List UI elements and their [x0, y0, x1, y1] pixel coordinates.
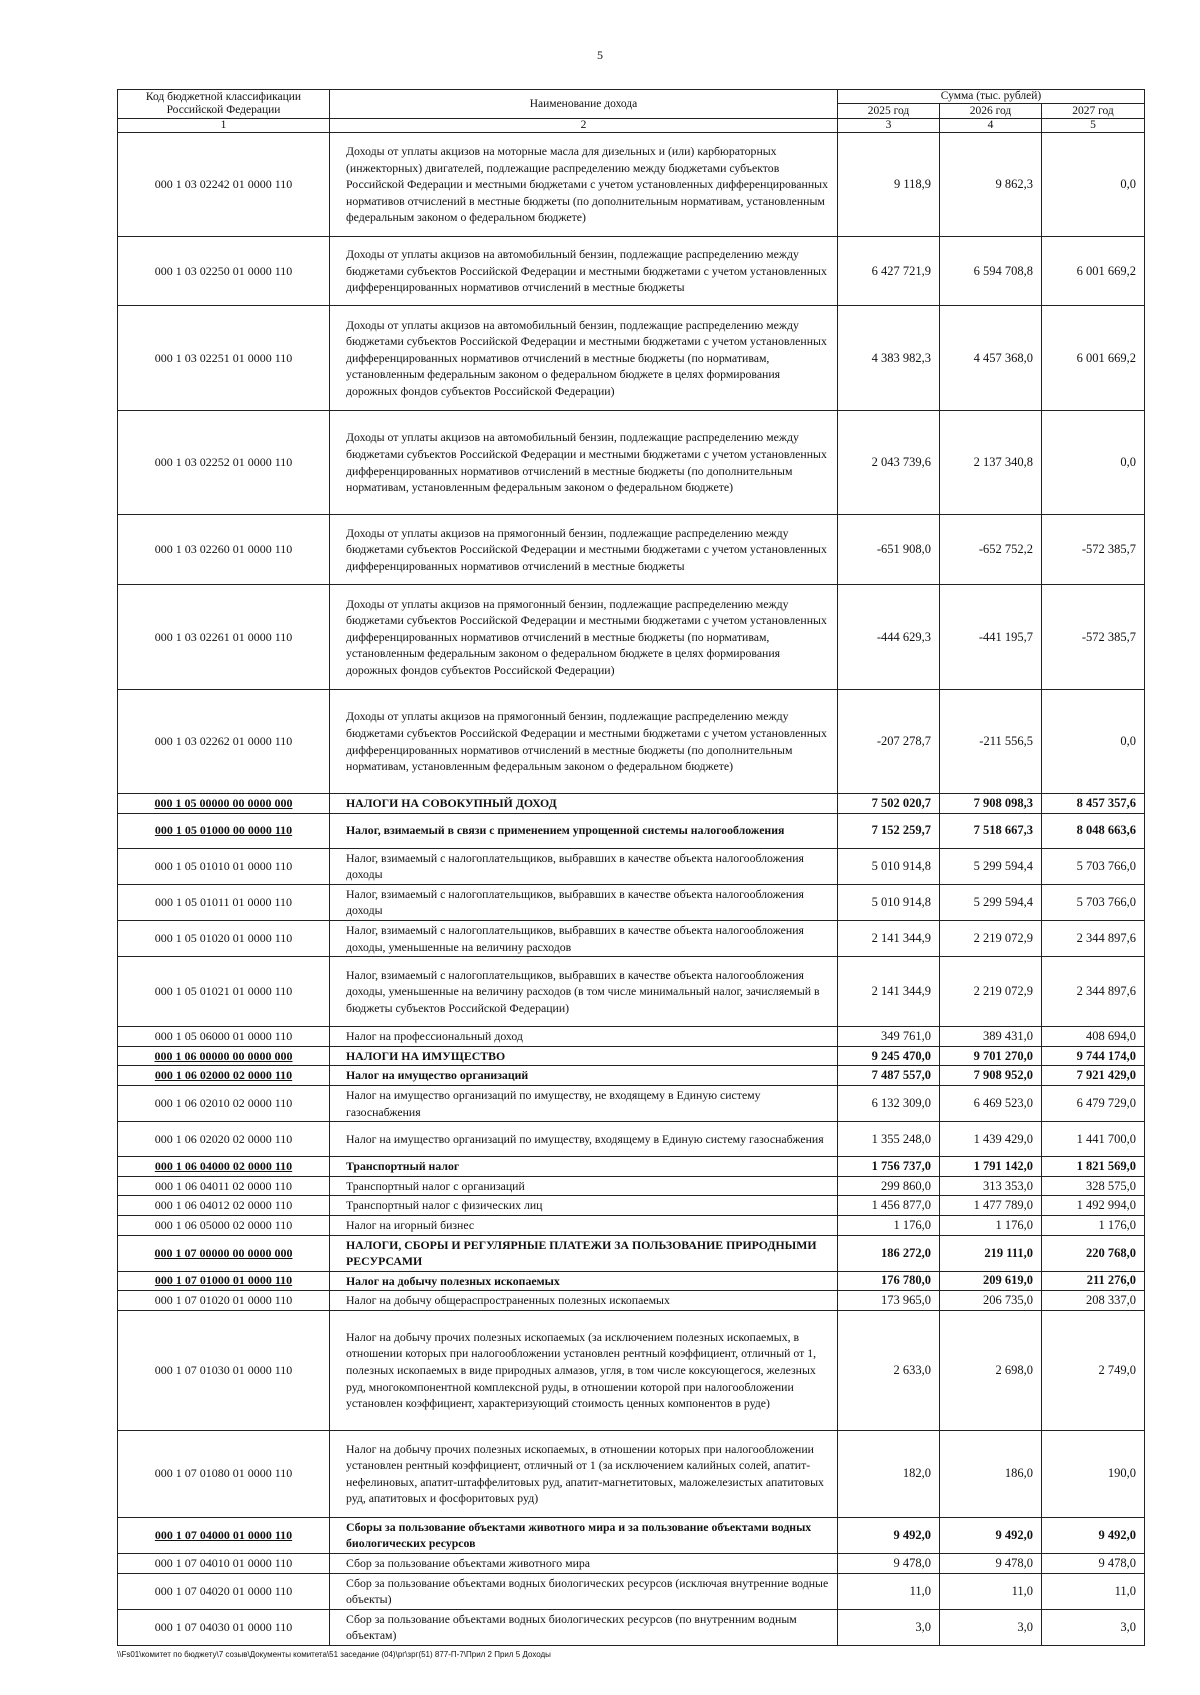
row-value-2025: 9 492,0 [838, 1517, 940, 1553]
file-path-footer: \\Fs01\комитет по бюджету\7 созыв\Документы комитета\51 заседание (04)\рг\зрг(51) 877-П-7\Прил 2 Прил 5 Доходы [117, 1650, 551, 1659]
row-code: 000 1 06 02010 02 0000 110 [118, 1085, 330, 1121]
table-row [118, 1196, 1145, 1216]
row-name: Налог на профессиональный доход [330, 1027, 838, 1047]
row-value-2026: 1 439 429,0 [940, 1122, 1042, 1157]
row-value-2026: 9 492,0 [940, 1517, 1042, 1553]
table-row [118, 411, 1145, 515]
row-name: Налог, взимаемый с налогоплательщиков, выбравших в качестве объекта налогообложения доходы [330, 848, 838, 884]
row-value-2025: 6 132 309,0 [838, 1085, 940, 1121]
row-value-2025: 5 010 914,8 [838, 884, 940, 920]
row-value-2027: 9 492,0 [1042, 1517, 1145, 1553]
table-row [118, 794, 1145, 814]
row-code: 000 1 05 01020 01 0000 110 [118, 920, 330, 956]
row-value-2026: 3,0 [940, 1609, 1042, 1645]
row-value-2025: 1 355 248,0 [838, 1122, 940, 1157]
table-body [118, 133, 1145, 1646]
row-value-2027: 9 478,0 [1042, 1554, 1145, 1574]
row-value-2026: 206 735,0 [940, 1291, 1042, 1311]
row-value-2027: 0,0 [1042, 690, 1145, 794]
row-value-2027: 1 492 994,0 [1042, 1196, 1145, 1216]
row-value-2025: 2 633,0 [838, 1310, 940, 1430]
row-value-2026: 9 701 270,0 [940, 1046, 1042, 1066]
header-year-2026: 2026 год [940, 104, 1042, 119]
row-code: 000 1 06 04000 02 0000 110 [118, 1157, 330, 1177]
col-number-4: 4 [940, 119, 1042, 133]
row-value-2026: 7 908 952,0 [940, 1066, 1042, 1086]
row-value-2026: 2 137 340,8 [940, 411, 1042, 515]
row-code: 000 1 06 05000 02 0000 110 [118, 1215, 330, 1235]
row-value-2027: 1 441 700,0 [1042, 1122, 1145, 1157]
col-number-2: 2 [330, 119, 838, 133]
row-name: Доходы от уплаты акцизов на автомобильный бензин, подлежащие распределению между бюджетами субъектов Российской Федерации и местными бюджетами с учетом установленных дифференцированных нормативов отчислений в местные бюджеты [330, 237, 838, 306]
row-value-2027: 11,0 [1042, 1573, 1145, 1609]
header-year-2025: 2025 год [838, 104, 940, 119]
row-code: 000 1 05 01021 01 0000 110 [118, 957, 330, 1027]
row-value-2025: 9 478,0 [838, 1554, 940, 1574]
row-value-2026: 1 791 142,0 [940, 1157, 1042, 1177]
row-name: Налог, взимаемый с налогоплательщиков, выбравших в качестве объекта налогообложения доходы [330, 884, 838, 920]
row-name: Налог, взимаемый в связи с применением упрощенной системы налогообложения [330, 813, 838, 848]
table-row [118, 1176, 1145, 1196]
row-value-2027: 208 337,0 [1042, 1291, 1145, 1311]
table-row [118, 1609, 1145, 1645]
row-code: 000 1 06 04011 02 0000 110 [118, 1176, 330, 1196]
row-code: 000 1 06 02000 02 0000 110 [118, 1066, 330, 1086]
row-value-2027: -572 385,7 [1042, 515, 1145, 585]
table-row [118, 1157, 1145, 1177]
row-code: 000 1 06 02020 02 0000 110 [118, 1122, 330, 1157]
row-name: Налог, взимаемый с налогоплательщиков, выбравших в качестве объекта налогообложения доходы, уменьшенные на величину расходов (в том числе минимальный налог, зачисляемый в бюджеты субъектов Российской Федерации) [330, 957, 838, 1027]
table-row [118, 585, 1145, 690]
row-value-2025: 2 141 344,9 [838, 957, 940, 1027]
row-value-2026: 4 457 368,0 [940, 306, 1042, 411]
row-value-2027: 3,0 [1042, 1609, 1145, 1645]
table-row [118, 237, 1145, 306]
row-code: 000 1 06 04012 02 0000 110 [118, 1196, 330, 1216]
row-value-2027: 328 575,0 [1042, 1176, 1145, 1196]
row-code: 000 1 07 01020 01 0000 110 [118, 1291, 330, 1311]
row-value-2027: 211 276,0 [1042, 1271, 1145, 1291]
table-row [118, 690, 1145, 794]
table-row [118, 1046, 1145, 1066]
row-name: Сборы за пользование объектами животного мира и за пользование объектами водных биологических ресурсов [330, 1517, 838, 1553]
row-value-2025: 182,0 [838, 1430, 940, 1517]
table-row [118, 306, 1145, 411]
row-value-2025: 349 761,0 [838, 1027, 940, 1047]
row-value-2026: 5 299 594,4 [940, 848, 1042, 884]
row-code: 000 1 05 01000 00 0000 110 [118, 813, 330, 848]
row-value-2025: 1 756 737,0 [838, 1157, 940, 1177]
row-value-2027: 9 744 174,0 [1042, 1046, 1145, 1066]
row-code: 000 1 07 01000 01 0000 110 [118, 1271, 330, 1291]
row-value-2026: 9 862,3 [940, 133, 1042, 237]
row-value-2026: 186,0 [940, 1430, 1042, 1517]
table-row [118, 1027, 1145, 1047]
row-value-2026: 9 478,0 [940, 1554, 1042, 1574]
row-name: Транспортный налог [330, 1157, 838, 1177]
table-row [118, 957, 1145, 1027]
row-name: Сбор за пользование объектами водных биологических ресурсов (исключая внутренние водные объекты) [330, 1573, 838, 1609]
row-value-2025: 186 272,0 [838, 1235, 940, 1271]
row-code: 000 1 07 01030 01 0000 110 [118, 1310, 330, 1430]
row-code: 000 1 03 02242 01 0000 110 [118, 133, 330, 237]
col-number-3: 3 [838, 119, 940, 133]
row-value-2026: 7 518 667,3 [940, 813, 1042, 848]
row-value-2027: -572 385,7 [1042, 585, 1145, 690]
table-row [118, 813, 1145, 848]
header-code: Код бюджетной классификации Российской Федерации [118, 90, 330, 119]
row-value-2025: 3,0 [838, 1609, 940, 1645]
row-value-2027: 1 176,0 [1042, 1215, 1145, 1235]
row-code: 000 1 05 00000 00 0000 000 [118, 794, 330, 814]
row-value-2027: 2 344 897,6 [1042, 957, 1145, 1027]
row-value-2027: 0,0 [1042, 411, 1145, 515]
row-value-2025: 9 118,9 [838, 133, 940, 237]
row-value-2025: -207 278,7 [838, 690, 940, 794]
table-row [118, 1085, 1145, 1121]
row-name: НАЛОГИ, СБОРЫ И РЕГУЛЯРНЫЕ ПЛАТЕЖИ ЗА ПОЛЬЗОВАНИЕ ПРИРОДНЫМИ РЕСУРСАМИ [330, 1235, 838, 1271]
row-code: 000 1 03 02250 01 0000 110 [118, 237, 330, 306]
row-value-2026: 219 111,0 [940, 1235, 1042, 1271]
revenue-table [117, 89, 1145, 1646]
row-value-2025: 2 141 344,9 [838, 920, 940, 956]
table-row [118, 1122, 1145, 1157]
row-value-2026: -211 556,5 [940, 690, 1042, 794]
row-name: Налог на имущество организаций по имуществу, входящему в Единую систему газоснабжения [330, 1122, 838, 1157]
row-value-2025: 5 010 914,8 [838, 848, 940, 884]
row-value-2027: 5 703 766,0 [1042, 884, 1145, 920]
row-name: Доходы от уплаты акцизов на прямогонный бензин, подлежащие распределению между бюджетами субъектов Российской Федерации и местными бюджетами с учетом установленных дифференцированных нормативов отчислений в местные бюджеты (по нормативам, установленным федеральным законом о федеральном бюджете в целях формирования дорожных фондов субъектов Российской Федерации) [330, 585, 838, 690]
table-row [118, 1066, 1145, 1086]
table-row [118, 884, 1145, 920]
table-row [118, 1554, 1145, 1574]
row-name: Налог на добычу общераспространенных полезных ископаемых [330, 1291, 838, 1311]
row-value-2027: 2 344 897,6 [1042, 920, 1145, 956]
row-value-2026: 389 431,0 [940, 1027, 1042, 1047]
page-number: 5 [597, 48, 603, 62]
row-name: Доходы от уплаты акцизов на прямогонный бензин, подлежащие распределению между бюджетами субъектов Российской Федерации и местными бюджетами с учетом установленных дифференцированных нормативов отчислений в местные бюджеты [330, 515, 838, 585]
table-row [118, 1517, 1145, 1553]
row-value-2026: 6 594 708,8 [940, 237, 1042, 306]
row-value-2025: 6 427 721,9 [838, 237, 940, 306]
row-value-2026: 209 619,0 [940, 1271, 1042, 1291]
header-name: Наименование дохода [330, 90, 838, 119]
row-value-2025: 173 965,0 [838, 1291, 940, 1311]
row-value-2027: 5 703 766,0 [1042, 848, 1145, 884]
row-value-2026: 2 219 072,9 [940, 957, 1042, 1027]
row-value-2027: 408 694,0 [1042, 1027, 1145, 1047]
row-code: 000 1 03 02252 01 0000 110 [118, 411, 330, 515]
row-code: 000 1 07 04030 01 0000 110 [118, 1609, 330, 1645]
row-name: Доходы от уплаты акцизов на моторные масла для дизельных и (или) карбюраторных (инжекторных) двигателей, подлежащие распределению между бюджетами субъектов Российской Федерации и местными бюджетами с учетом установленных дифференцированных нормативов отчислений в местные бюджеты (по дополнительным нормативам, установленным федеральным законом о федеральном бюджете) [330, 133, 838, 237]
row-name: Налог, взимаемый с налогоплательщиков, выбравших в качестве объекта налогообложения доходы, уменьшенные на величину расходов [330, 920, 838, 956]
row-code: 000 1 07 04020 01 0000 110 [118, 1573, 330, 1609]
table-row [118, 1215, 1145, 1235]
row-code: 000 1 05 01010 01 0000 110 [118, 848, 330, 884]
header-sum: Сумма (тыс. рублей) [838, 90, 1145, 104]
row-name: Транспортный налог с организаций [330, 1176, 838, 1196]
row-name: НАЛОГИ НА СОВОКУПНЫЙ ДОХОД [330, 794, 838, 814]
row-code: 000 1 07 04010 01 0000 110 [118, 1554, 330, 1574]
row-name: Налог на имущество организаций [330, 1066, 838, 1086]
row-value-2026: 1 176,0 [940, 1215, 1042, 1235]
row-name: НАЛОГИ НА ИМУЩЕСТВО [330, 1046, 838, 1066]
table-row [118, 1310, 1145, 1430]
row-value-2026: 11,0 [940, 1573, 1042, 1609]
table-row [118, 1271, 1145, 1291]
row-value-2026: 313 353,0 [940, 1176, 1042, 1196]
row-value-2026: 2 698,0 [940, 1310, 1042, 1430]
row-name: Налог на игорный бизнес [330, 1215, 838, 1235]
row-value-2025: 1 176,0 [838, 1215, 940, 1235]
row-value-2027: 1 821 569,0 [1042, 1157, 1145, 1177]
table-row [118, 1430, 1145, 1517]
row-value-2027: 6 001 669,2 [1042, 306, 1145, 411]
row-value-2026: 1 477 789,0 [940, 1196, 1042, 1216]
row-name: Сбор за пользование объектами водных биологических ресурсов (по внутренним водным объектам) [330, 1609, 838, 1645]
row-name: Доходы от уплаты акцизов на автомобильный бензин, подлежащие распределению между бюджетами субъектов Российской Федерации и местными бюджетами с учетом установленных дифференцированных нормативов отчислений в местные бюджеты (по дополнительным нормативам, установленным федеральным законом о федеральном бюджете) [330, 411, 838, 515]
row-value-2025: 7 502 020,7 [838, 794, 940, 814]
table-row [118, 1235, 1145, 1271]
row-value-2025: 11,0 [838, 1573, 940, 1609]
row-value-2025: 176 780,0 [838, 1271, 940, 1291]
row-value-2027: 6 001 669,2 [1042, 237, 1145, 306]
row-name: Сбор за пользование объектами животного мира [330, 1554, 838, 1574]
row-value-2025: -651 908,0 [838, 515, 940, 585]
row-value-2027: 8 048 663,6 [1042, 813, 1145, 848]
row-value-2025: 299 860,0 [838, 1176, 940, 1196]
row-code: 000 1 05 06000 01 0000 110 [118, 1027, 330, 1047]
row-value-2027: 6 479 729,0 [1042, 1085, 1145, 1121]
row-value-2026: -441 195,7 [940, 585, 1042, 690]
row-name: Налог на имущество организаций по имуществу, не входящему в Единую систему газоснабжения [330, 1085, 838, 1121]
row-value-2025: 7 487 557,0 [838, 1066, 940, 1086]
table-row [118, 920, 1145, 956]
row-code: 000 1 07 00000 00 0000 000 [118, 1235, 330, 1271]
row-value-2027: 0,0 [1042, 133, 1145, 237]
row-name: Налог на добычу полезных ископаемых [330, 1271, 838, 1291]
row-value-2027: 190,0 [1042, 1430, 1145, 1517]
row-value-2026: 2 219 072,9 [940, 920, 1042, 956]
row-code: 000 1 05 01011 01 0000 110 [118, 884, 330, 920]
row-value-2026: 5 299 594,4 [940, 884, 1042, 920]
row-value-2027: 2 749,0 [1042, 1310, 1145, 1430]
col-number-5: 5 [1042, 119, 1145, 133]
row-value-2025: 7 152 259,7 [838, 813, 940, 848]
row-code: 000 1 03 02251 01 0000 110 [118, 306, 330, 411]
row-value-2025: 2 043 739,6 [838, 411, 940, 515]
row-name: Доходы от уплаты акцизов на прямогонный бензин, подлежащие распределению между бюджетами субъектов Российской Федерации и местными бюджетами с учетом установленных дифференцированных нормативов отчислений в местные бюджеты (по дополнительным нормативам, установленным федеральным законом о федеральном бюджете) [330, 690, 838, 794]
row-value-2026: 7 908 098,3 [940, 794, 1042, 814]
header-year-2027: 2027 год [1042, 104, 1145, 119]
col-number-1: 1 [118, 119, 330, 133]
row-code: 000 1 07 04000 01 0000 110 [118, 1517, 330, 1553]
row-value-2025: -444 629,3 [838, 585, 940, 690]
table-row [118, 848, 1145, 884]
row-name: Транспортный налог с физических лиц [330, 1196, 838, 1216]
row-name: Доходы от уплаты акцизов на автомобильный бензин, подлежащие распределению между бюджетами субъектов Российской Федерации и местными бюджетами с учетом установленных дифференцированных нормативов отчислений в местные бюджеты (по нормативам, установленным федеральным законом о федеральном бюджете в целях формирования дорожных фондов субъектов Российской Федерации) [330, 306, 838, 411]
row-code: 000 1 03 02260 01 0000 110 [118, 515, 330, 585]
row-code: 000 1 03 02262 01 0000 110 [118, 690, 330, 794]
table-row [118, 1573, 1145, 1609]
row-value-2026: 6 469 523,0 [940, 1085, 1042, 1121]
row-value-2025: 1 456 877,0 [838, 1196, 940, 1216]
row-code: 000 1 06 00000 00 0000 000 [118, 1046, 330, 1066]
row-code: 000 1 07 01080 01 0000 110 [118, 1430, 330, 1517]
row-name: Налог на добычу прочих полезных ископаемых, в отношении которых при налогообложении установлен рентный коэффициент, отличный от 1 (за исключением калийных солей, апатит-нефелиновых, апатит-штаффелитовых руд, апатит-магнетитовых, маложелезистых апатитовых руд, апатитовых и фосфоритовых руд) [330, 1430, 838, 1517]
table-row [118, 515, 1145, 585]
row-value-2025: 4 383 982,3 [838, 306, 940, 411]
row-name: Налог на добычу прочих полезных ископаемых (за исключением полезных ископаемых, в отношении которых при налогообложении установлен рентный коэффициент, отличный от 1, полезных ископаемых в виде природных алмазов, угля, в том числе коксующегося, железных руд, многокомпонентной комплексной руды, в отношении которой при налогообложении установлен коэффициент, характеризующий стоимость ценных компонентов в руде) [330, 1310, 838, 1430]
row-value-2027: 220 768,0 [1042, 1235, 1145, 1271]
row-value-2027: 8 457 357,6 [1042, 794, 1145, 814]
row-value-2026: -652 752,2 [940, 515, 1042, 585]
table-row [118, 133, 1145, 237]
table-row [118, 1291, 1145, 1311]
row-value-2027: 7 921 429,0 [1042, 1066, 1145, 1086]
row-value-2025: 9 245 470,0 [838, 1046, 940, 1066]
row-code: 000 1 03 02261 01 0000 110 [118, 585, 330, 690]
